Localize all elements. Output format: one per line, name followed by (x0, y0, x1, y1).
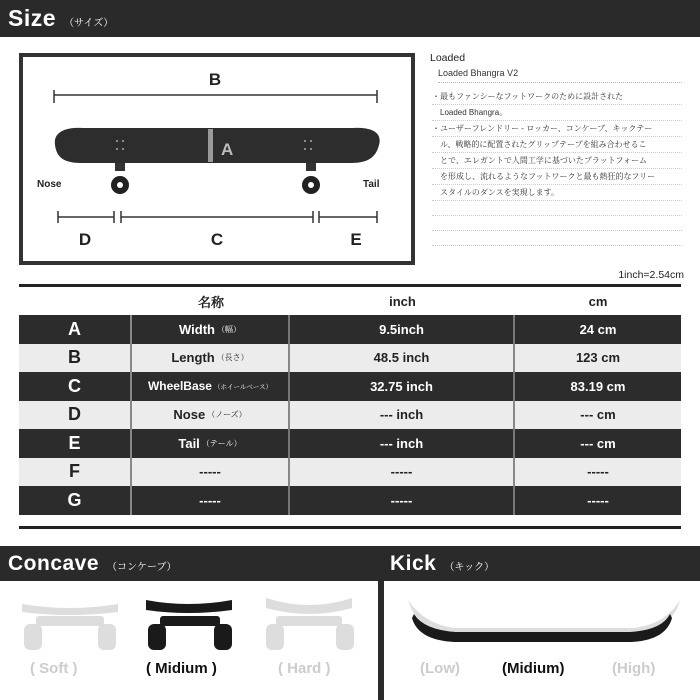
label-e: E (350, 230, 362, 249)
table-row (19, 344, 681, 373)
concave-title: Concave (8, 552, 100, 575)
table-row (19, 458, 681, 487)
row-inch: 9.5inch (290, 315, 515, 344)
desc-line: とで、エレガントで人間工学に基づいたプラットフォーム (432, 153, 682, 169)
row-name: WheelBase （ホイールベース） (132, 372, 290, 401)
concave-header (0, 546, 378, 581)
kick-illustrations (384, 590, 700, 650)
header-key (19, 287, 132, 315)
concave-option-hard: ( Hard ) (278, 660, 331, 677)
row-cm: 24 cm (579, 321, 617, 337)
row-cm: ----- (587, 464, 609, 480)
desc-line: ・ユーザーフレンドリー - ロッカー、コンケーブ、キックテー (432, 121, 682, 137)
row-name: Tail （テール） (132, 429, 290, 458)
row-name: ----- (132, 458, 290, 487)
row-key: E (19, 429, 132, 458)
skateboard-diagram (19, 53, 415, 265)
blank-line (432, 231, 682, 246)
kick-header (384, 546, 700, 581)
concave-illustrations (0, 590, 378, 660)
row-cm: 123 cm (575, 350, 621, 366)
brand-name: Loaded (430, 52, 466, 64)
header-cm: cm (588, 293, 608, 309)
table-row (19, 429, 681, 458)
kick-subtitle: （キック） (444, 562, 495, 573)
size-subtitle: （サイズ） (64, 18, 114, 29)
table-bottom-rule (19, 526, 681, 529)
row-inch: --- inch (290, 429, 515, 458)
row-key: F (19, 458, 132, 487)
row-key: A (19, 315, 132, 344)
row-inch: ----- (290, 486, 515, 515)
row-cm: --- cm (580, 435, 616, 451)
row-inch: 32.75 inch (290, 372, 515, 401)
product-info (430, 52, 682, 246)
row-inch: 48.5 inch (290, 344, 515, 373)
table-row (19, 315, 681, 344)
model-name: Loaded Bhangra V2 (438, 68, 682, 83)
row-name: Width （幅） (132, 315, 290, 344)
table-row (19, 401, 681, 430)
row-cm: ----- (587, 492, 609, 508)
row-name: ----- (132, 486, 290, 515)
kick-title: Kick (390, 552, 437, 575)
row-key: D (19, 401, 132, 430)
concave-hard-icon (266, 598, 354, 650)
skateboard-diagram-svg (23, 57, 411, 261)
tail-label: Tail (363, 179, 380, 190)
concave-soft-icon (22, 604, 118, 650)
row-key: C (19, 372, 132, 401)
unit-conversion: 1inch=2.54cm (618, 269, 684, 281)
row-cm: 83.19 cm (570, 378, 626, 394)
concave-option-midium: ( Midium ) (146, 660, 217, 677)
row-key: G (19, 486, 132, 515)
table-row (19, 372, 681, 401)
size-header (0, 0, 700, 37)
label-d: D (78, 230, 92, 249)
row-inch: --- inch (290, 401, 515, 430)
nose-label: Nose (37, 179, 62, 190)
desc-line: スタイルのダンスを実現します。 (432, 185, 682, 201)
label-c: C (210, 230, 224, 249)
kick-high-shape (408, 600, 680, 634)
desc-line: ・最もファンシーなフットワークのために設計された (432, 89, 682, 105)
table-header (19, 287, 681, 315)
kick-option-high: (High) (612, 660, 656, 677)
row-cm: --- cm (580, 407, 616, 423)
row-name: Nose （ノーズ） (132, 401, 290, 430)
concave-option-soft: ( Soft ) (30, 660, 78, 677)
header-inch: inch (389, 293, 416, 309)
label-b: B (208, 70, 222, 89)
row-inch: ----- (290, 458, 515, 487)
product-description (430, 89, 682, 246)
desc-line: を形成し、流れるようなフットワークと最も熱狂的なフリー (432, 169, 682, 185)
table-row (19, 486, 681, 515)
desc-line: Loaded Bhangra。 (432, 105, 682, 121)
size-title: Size (8, 5, 57, 31)
concave-subtitle: （コンケーブ） (107, 562, 177, 573)
row-key: B (19, 344, 132, 373)
kick-option-low: (Low) (420, 660, 460, 677)
desc-line: ル、戦略的に配置されたグリップテープを組み合わせるこ (432, 137, 682, 153)
deck-shape (55, 128, 380, 163)
size-table (19, 284, 681, 529)
blank-line (432, 216, 682, 231)
kick-option-midium: (Midium) (502, 660, 565, 677)
concave-midium-icon (146, 600, 232, 650)
blank-line (432, 201, 682, 216)
header-name: 名称 (197, 294, 224, 310)
row-name: Length （長さ） (132, 344, 290, 373)
label-a: A (221, 140, 234, 159)
